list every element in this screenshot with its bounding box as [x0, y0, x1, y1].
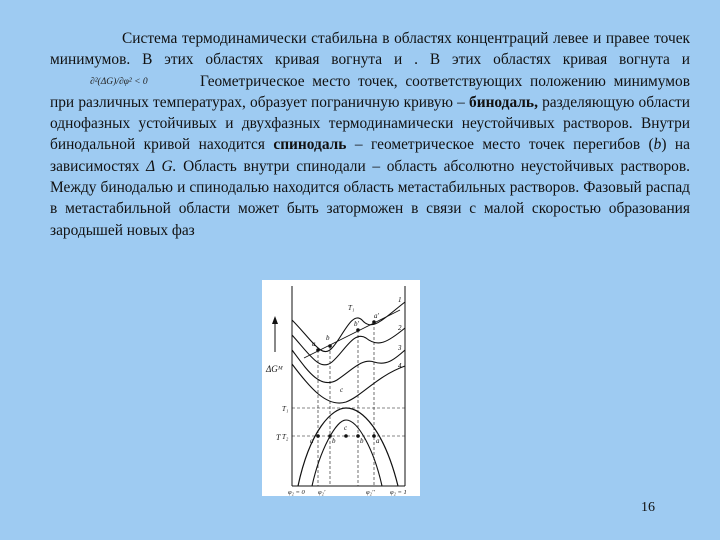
- text-segment-3: разделяющую области однофазных устойчивых и двухфазных термодинамически неустойчивых растворов. Внутри бинодальной кривой находится: [50, 93, 691, 154]
- label-t1-lower: T₁: [282, 405, 289, 413]
- label-curve-3: 3: [398, 344, 402, 352]
- inline-formula: [50, 73, 200, 87]
- x-label-0: φ₂ = 0: [288, 489, 305, 496]
- label-curve-1: 1: [398, 296, 402, 304]
- text-segment-6: Область внутри спинодали – область абсолютно неустойчивых растворов. Между бинодалью и спинодалью находится область метастабильных растворов. Фазовый распад в метастабильной области может быть заторможен в связи с малой скоростью образования зародышей новых фаз: [50, 157, 690, 239]
- x-label-phi-prime: φ₂': [318, 489, 326, 496]
- point-a-lower: [316, 434, 320, 438]
- phase-diagram-svg: [262, 280, 420, 496]
- text-segment-2: Геометрическое место точек, соответствующих положению минимумов при различных температурах, образует пограничную кривую –: [50, 72, 690, 111]
- page-number: 16: [641, 500, 655, 515]
- label-b-upper: b: [326, 334, 330, 342]
- point-c-lower: [344, 434, 348, 438]
- label-t2-lower: T₂: [282, 433, 289, 441]
- label-b-prime-lower: b': [360, 437, 365, 445]
- formula-text: ∂²(ΔG)/∂φ² < 0: [90, 76, 148, 87]
- label-c-upper: c: [340, 386, 344, 394]
- label-a-lower: a: [310, 437, 314, 445]
- label-curve-2: 2: [398, 324, 402, 332]
- text-segment-1: Система термодинамически стабильна в областях концентраций левее и правее точек минимумов. В этих областях кривая вогнута и . В этих областях кривая вогнута и: [50, 30, 690, 69]
- label-b-prime-upper: b': [354, 320, 359, 328]
- x-label-phi-double-prime: φ₂'': [366, 489, 375, 496]
- main-paragraph: [50, 28, 690, 241]
- label-a-prime-lower: a': [376, 437, 381, 445]
- label-a-prime-upper: a': [374, 312, 379, 320]
- phase-diagram-figure: [262, 280, 420, 496]
- label-t1-upper: T₁: [348, 304, 355, 312]
- y-label-upper: ΔGᴹ: [266, 364, 283, 374]
- y-label-lower: T: [276, 433, 281, 442]
- curve-4: [292, 364, 405, 403]
- term-binodal: бинодаль,: [469, 93, 538, 111]
- curve-2: [292, 328, 405, 365]
- body-text: [50, 28, 690, 241]
- y-arrowhead: [272, 316, 278, 324]
- text-segment-5: ) на зависимостях: [50, 136, 690, 175]
- label-curve-4: 4: [398, 362, 402, 370]
- label-b-lower: b: [332, 437, 336, 445]
- label-c-lower: c: [344, 424, 348, 432]
- symbol-b: b: [653, 136, 662, 154]
- x-label-1: φ₂ = 1: [390, 489, 407, 496]
- symbol-delta-g: Δ G.: [146, 157, 177, 175]
- text-segment-4: – геометрическое место точек перегибов (: [346, 136, 654, 154]
- term-spinodal: спинодаль: [273, 136, 347, 154]
- label-a-upper: a: [312, 340, 316, 348]
